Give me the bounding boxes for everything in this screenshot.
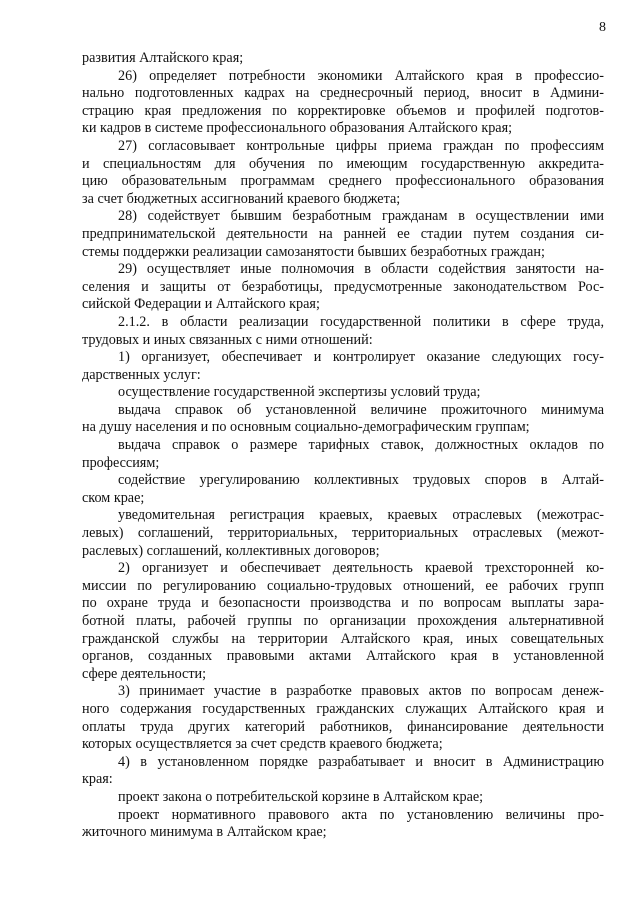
text-line: на душу населения и по основным социально-демографическим группам; xyxy=(82,419,530,436)
text-line: 2.1.2. в области реализации государственной политики в сфере труда, xyxy=(118,313,604,330)
paragraph xyxy=(82,754,604,789)
paragraph xyxy=(82,50,604,68)
text-line: 27) согласовывает контрольные цифры приема граждан по профессиям xyxy=(118,137,604,154)
text-line: цию образовательным программам среднего профессионального образования xyxy=(82,173,604,190)
paragraph xyxy=(82,402,604,437)
text-line: и специальностям для обучения по имеющим государственную аккредита- xyxy=(82,155,604,172)
paragraph xyxy=(82,683,604,753)
text-line: 4) в установленном порядке разрабатывает и вносит в Администрацию xyxy=(118,753,604,770)
text-line: ки кадров в системе профессионального образования Алтайского края; xyxy=(82,120,513,137)
text-line: 26) определяет потребности экономики Алтайского края в профессио- xyxy=(118,67,604,84)
text-line: житочного минимума в Алтайском крае; xyxy=(82,824,327,841)
text-line: миссии по регулированию социально-трудовых отношений, ее рабочих групп xyxy=(82,577,604,594)
text-line: дарственных услуг: xyxy=(82,366,201,383)
document-body xyxy=(82,50,604,842)
paragraph xyxy=(82,208,604,261)
paragraph xyxy=(82,349,604,384)
paragraph xyxy=(82,384,604,402)
text-line: гражданской службы на территории Алтайского края, иных совещательных xyxy=(82,630,604,647)
text-line: края: xyxy=(82,771,113,788)
paragraph xyxy=(82,507,604,560)
text-line: 1) организует, обеспечивает и контролирует оказание следующих госу- xyxy=(118,349,604,366)
text-line: выдача справок об установленной величине прожиточного минимума xyxy=(118,401,604,418)
text-line: профессиям; xyxy=(82,454,160,471)
text-line: 28) содействует бывшим безработным гражданам в осуществлении ими xyxy=(118,208,604,225)
paragraph xyxy=(82,68,604,138)
paragraph xyxy=(82,138,604,208)
text-line: страцию края предложения по корректировке объемов и профилей подготов- xyxy=(82,102,604,119)
text-line: которых осуществляется за счет средств краевого бюджета; xyxy=(82,736,443,753)
text-line: левых) соглашений, территориальных, территориальных отраслевых (межот- xyxy=(82,525,604,542)
text-line: сийской Федерации и Алтайского края; xyxy=(82,296,320,313)
paragraph xyxy=(82,472,604,507)
text-line: сфере деятельности; xyxy=(82,665,207,682)
paragraph xyxy=(82,807,604,842)
text-line: уведомительная регистрация краевых, краевых отраслевых (межотрас- xyxy=(118,507,604,524)
text-line: за счет бюджетных ассигнований краевого бюджета; xyxy=(82,190,401,207)
text-line: трудовых и иных связанных с ними отношений: xyxy=(82,331,373,348)
paragraph xyxy=(82,261,604,314)
text-line: 29) осуществляет иные полномочия в области содействия занятости на- xyxy=(118,261,604,278)
paragraph xyxy=(82,437,604,472)
text-line: проект нормативного правового акта по установлению величины про- xyxy=(118,806,604,823)
text-line: развития Алтайского края; xyxy=(82,50,244,66)
text-line: по охране труда и безопасности производства и по вопросам выплаты зара- xyxy=(82,595,604,612)
text-line: раслевых) соглашений, коллективных договоров; xyxy=(82,542,380,559)
paragraph xyxy=(82,560,604,683)
text-line: органов, созданных правовыми актами Алтайского края в установленной xyxy=(82,648,604,665)
text-line: 2) организует и обеспечивает деятельность краевой трехсторонней ко- xyxy=(118,560,604,577)
text-line: нально подготовленных кадрах на среднесрочный период, вносит в Админи- xyxy=(82,85,604,102)
text-line: селения и защиты от безработицы, предусмотренные законодательством Рос- xyxy=(82,278,604,295)
page-number: 8 xyxy=(599,20,606,35)
text-line: ском крае; xyxy=(82,489,145,506)
text-line: 3) принимает участие в разработке правовых актов по вопросам денеж- xyxy=(118,683,604,700)
paragraph xyxy=(82,314,604,349)
text-line: ного содержания государственных гражданских служащих Алтайского края и xyxy=(82,700,604,717)
text-line: выдача справок о размере тарифных ставок, должностных окладов по xyxy=(118,437,604,454)
text-line: проект закона о потребительской корзине в Алтайском крае; xyxy=(118,788,484,805)
text-line: содействие урегулированию коллективных трудовых споров в Алтай- xyxy=(118,472,604,489)
text-line: оплаты труда других категорий работников, финансирование деятельности xyxy=(82,718,604,735)
text-line: осуществление государственной экспертизы условий труда; xyxy=(118,384,481,401)
text-line: предпринимательской деятельности на ранней ее стадии путем создания си- xyxy=(82,225,604,242)
text-line: стемы поддержки реализации самозанятости бывших безработных граждан; xyxy=(82,243,545,260)
paragraph xyxy=(82,789,604,807)
text-line: ботной платы, рабочей группы по организации прохождения альтернативной xyxy=(82,613,604,629)
